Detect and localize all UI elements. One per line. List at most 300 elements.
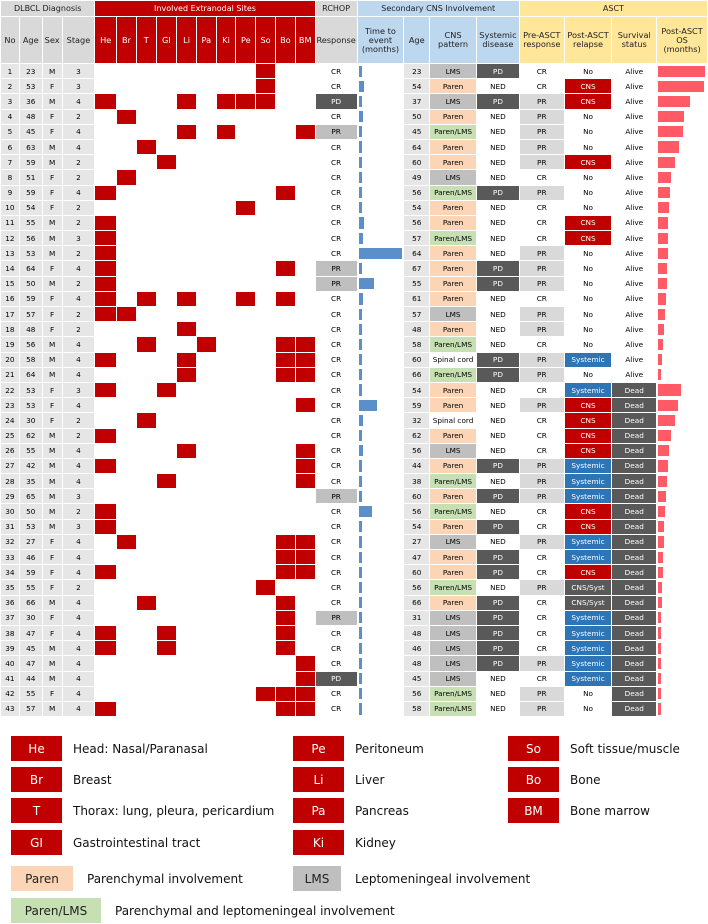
- site-cell-gi: [156, 276, 177, 291]
- cell-post: No: [564, 701, 612, 716]
- cell-response: CR: [315, 458, 357, 473]
- os-bar: [658, 66, 705, 77]
- site-cell-bo: [275, 398, 295, 413]
- os-bar: [658, 172, 671, 183]
- cell-systemic: PD: [477, 610, 520, 625]
- site-cell-li: [177, 261, 197, 276]
- site-cell-gi: [156, 595, 177, 610]
- site-cell-bo: [275, 139, 295, 154]
- site-cell-gi: [156, 261, 177, 276]
- site-cell-he: [95, 261, 117, 276]
- site-cell-t: [136, 307, 156, 322]
- cell-systemic: NED: [477, 443, 520, 458]
- cell-os: [657, 322, 708, 337]
- cell-tte: [357, 185, 404, 200]
- os-bar: [658, 415, 675, 426]
- table-row: [1, 701, 708, 716]
- cell-age: 53: [19, 382, 42, 397]
- site-cell-bo: [275, 641, 295, 656]
- os-bar: [658, 703, 661, 714]
- cell-sex: F: [42, 580, 62, 595]
- cell-age: 66: [19, 595, 42, 610]
- site-cell-li: [177, 291, 197, 306]
- cell-pattern: Paren: [430, 79, 477, 94]
- site-cell-gi: [156, 413, 177, 428]
- site-cell-pe: [236, 322, 256, 337]
- cell-no: 12: [1, 231, 20, 246]
- site-cell-ki: [216, 458, 236, 473]
- table-row: [1, 367, 708, 382]
- legend-item-paren-lms: [11, 898, 395, 923]
- cell-sex: M: [42, 139, 62, 154]
- site-cell-pa: [196, 382, 216, 397]
- table-row: [1, 139, 708, 154]
- cell-no: 13: [1, 246, 20, 261]
- cell-pattern: LMS: [430, 671, 477, 686]
- legend-item-so: [508, 736, 680, 761]
- cell-os: [657, 595, 708, 610]
- cell-pattern: LMS: [430, 170, 477, 185]
- tte-bar: [359, 643, 362, 654]
- site-cell-t: [136, 550, 156, 565]
- site-cell-gi: [156, 671, 177, 686]
- site-cell-pa: [196, 428, 216, 443]
- col-os: Post-ASCT OS (months): [657, 17, 708, 64]
- site-cell-bm: [295, 276, 315, 291]
- cell-age: 35: [19, 474, 42, 489]
- cell-systemic: PD: [477, 261, 520, 276]
- cell-pattern: Paren: [430, 139, 477, 154]
- table-row: [1, 79, 708, 94]
- cell-os: [657, 124, 708, 139]
- site-cell-br: [117, 94, 137, 109]
- site-cell-gi: [156, 701, 177, 716]
- table-row: [1, 261, 708, 276]
- site-cell-li: [177, 625, 197, 640]
- cell-os: [657, 656, 708, 671]
- site-cell-t: [136, 352, 156, 367]
- table-row: [1, 610, 708, 625]
- cell-no: 28: [1, 474, 20, 489]
- cell-survival: Dead: [612, 625, 657, 640]
- site-cell-ki: [216, 474, 236, 489]
- site-cell-he: [95, 701, 117, 716]
- cell-pre: CR: [519, 550, 564, 565]
- cell-pattern: Paren: [430, 595, 477, 610]
- site-cell-pe: [236, 595, 256, 610]
- legend-item-pe: [293, 736, 424, 761]
- site-cell-bo: [275, 428, 295, 443]
- site-cell-t: [136, 671, 156, 686]
- site-cell-ki: [216, 382, 236, 397]
- cell-response: PR: [315, 261, 357, 276]
- site-cell-pe: [236, 641, 256, 656]
- site-cell-bo: [275, 185, 295, 200]
- os-bar: [658, 400, 678, 411]
- cell-pre: PR: [519, 155, 564, 170]
- site-cell-bo: [275, 565, 295, 580]
- cell-response: CR: [315, 322, 357, 337]
- cell-systemic: NED: [477, 686, 520, 701]
- cell-systemic: NED: [477, 124, 520, 139]
- site-cell-ki: [216, 94, 236, 109]
- cell-pre: CR: [519, 504, 564, 519]
- cell-sex: M: [42, 337, 62, 352]
- cell-pre: PR: [519, 139, 564, 154]
- os-bar: [658, 460, 667, 471]
- site-cell-ki: [216, 656, 236, 671]
- cell-stage: 3: [62, 519, 95, 534]
- cell-stage: 4: [62, 534, 95, 549]
- site-cell-pe: [236, 398, 256, 413]
- table-row: [1, 398, 708, 413]
- cell-post: No: [564, 170, 612, 185]
- os-bar: [658, 506, 665, 517]
- site-cell-gi: [156, 307, 177, 322]
- cell-age: 64: [19, 261, 42, 276]
- cell-sex: M: [42, 276, 62, 291]
- cell-stage: 2: [62, 200, 95, 215]
- legend-label-lms: Leptomeningeal involvement: [355, 871, 531, 886]
- site-cell-pa: [196, 580, 216, 595]
- cell-tte: [357, 291, 404, 306]
- cell-pattern: LMS: [430, 641, 477, 656]
- cell-systemic: PD: [477, 64, 520, 79]
- site-cell-ki: [216, 519, 236, 534]
- site-cell-li: [177, 701, 197, 716]
- site-cell-t: [136, 519, 156, 534]
- cell-stage: 4: [62, 139, 95, 154]
- site-cell-li: [177, 550, 197, 565]
- table-row: [1, 656, 708, 671]
- cell-post: Systemic: [564, 671, 612, 686]
- os-bar: [658, 339, 663, 350]
- site-cell-bm: [295, 337, 315, 352]
- cell-systemic: NED: [477, 155, 520, 170]
- site-cell-bo: [275, 489, 295, 504]
- cell-age: 30: [19, 610, 42, 625]
- site-cell-bm: [295, 185, 315, 200]
- cell-post: CNS: [564, 565, 612, 580]
- site-cell-pa: [196, 246, 216, 261]
- site-cell-he: [95, 550, 117, 565]
- site-cell-br: [117, 367, 137, 382]
- tte-bar: [359, 217, 365, 228]
- site-cell-li: [177, 79, 197, 94]
- site-cell-so: [256, 79, 276, 94]
- cell-sex: M: [42, 246, 62, 261]
- cell-os: [657, 170, 708, 185]
- site-cell-bm: [295, 413, 315, 428]
- site-cell-li: [177, 565, 197, 580]
- site-cell-bo: [275, 94, 295, 109]
- site-cell-so: [256, 534, 276, 549]
- cell-age: 59: [19, 185, 42, 200]
- col-no: No: [1, 17, 20, 64]
- site-cell-t: [136, 231, 156, 246]
- cell-os: [657, 139, 708, 154]
- site-cell-br: [117, 595, 137, 610]
- site-cell-he: [95, 413, 117, 428]
- cell-no: 42: [1, 686, 20, 701]
- cell-pre: PR: [519, 109, 564, 124]
- site-cell-he: [95, 625, 117, 640]
- cell-survival: Alive: [612, 367, 657, 382]
- cell-post: CNS: [564, 519, 612, 534]
- site-cell-he: [95, 170, 117, 185]
- site-cell-t: [136, 413, 156, 428]
- site-cell-li: [177, 185, 197, 200]
- cell-stage: 2: [62, 109, 95, 124]
- site-cell-br: [117, 291, 137, 306]
- cell-age: 48: [19, 322, 42, 337]
- tte-bar: [359, 612, 362, 623]
- cell-cns-age: 44: [404, 458, 430, 473]
- site-cell-ki: [216, 398, 236, 413]
- cell-pattern: Paren/LMS: [430, 231, 477, 246]
- site-cell-li: [177, 489, 197, 504]
- site-cell-bo: [275, 200, 295, 215]
- cell-survival: Dead: [612, 686, 657, 701]
- cell-survival: Dead: [612, 382, 657, 397]
- cell-post: No: [564, 322, 612, 337]
- site-cell-br: [117, 550, 137, 565]
- cell-systemic: PD: [477, 641, 520, 656]
- legend-label-so: Soft tissue/muscle: [570, 741, 680, 756]
- site-cell-so: [256, 641, 276, 656]
- cell-response: CR: [315, 504, 357, 519]
- tte-bar: [359, 157, 362, 168]
- tte-bar: [359, 582, 362, 593]
- cell-cns-age: 23: [404, 64, 430, 79]
- legend-label-t: Thorax: lung, pleura, pericardium: [73, 803, 275, 818]
- os-bar: [658, 126, 682, 137]
- cell-post: No: [564, 124, 612, 139]
- site-cell-so: [256, 231, 276, 246]
- cell-pre: CR: [519, 610, 564, 625]
- cell-pattern: LMS: [430, 610, 477, 625]
- cell-pre: PR: [519, 124, 564, 139]
- cell-cns-age: 48: [404, 656, 430, 671]
- site-cell-ki: [216, 701, 236, 716]
- cell-pre: CR: [519, 595, 564, 610]
- tte-bar: [359, 233, 363, 244]
- site-cell-gi: [156, 398, 177, 413]
- table-row: [1, 337, 708, 352]
- cell-survival: Dead: [612, 474, 657, 489]
- site-cell-bm: [295, 489, 315, 504]
- table-row: [1, 246, 708, 261]
- site-cell-pe: [236, 458, 256, 473]
- site-cell-so: [256, 580, 276, 595]
- cell-tte: [357, 382, 404, 397]
- cell-stage: 4: [62, 261, 95, 276]
- site-cell-bm: [295, 595, 315, 610]
- site-cell-he: [95, 200, 117, 215]
- site-cell-pe: [236, 155, 256, 170]
- col-site-bo: Bo: [275, 17, 295, 64]
- table-row: [1, 550, 708, 565]
- cell-tte: [357, 215, 404, 230]
- cell-no: 17: [1, 307, 20, 322]
- cell-pattern: Paren/LMS: [430, 504, 477, 519]
- site-cell-so: [256, 200, 276, 215]
- cell-pattern: Paren: [430, 458, 477, 473]
- cell-response: CR: [315, 398, 357, 413]
- site-cell-br: [117, 155, 137, 170]
- cell-sex: M: [42, 64, 62, 79]
- cell-systemic: NED: [477, 382, 520, 397]
- cell-age: 56: [19, 337, 42, 352]
- cell-stage: 2: [62, 580, 95, 595]
- cell-tte: [357, 261, 404, 276]
- site-cell-so: [256, 307, 276, 322]
- cell-systemic: NED: [477, 701, 520, 716]
- site-cell-t: [136, 94, 156, 109]
- cell-cns-age: 67: [404, 261, 430, 276]
- site-cell-gi: [156, 109, 177, 124]
- cell-sex: M: [42, 155, 62, 170]
- site-cell-t: [136, 580, 156, 595]
- site-cell-so: [256, 489, 276, 504]
- cell-systemic: PD: [477, 352, 520, 367]
- tte-bar: [359, 491, 362, 502]
- cell-cns-age: 54: [404, 79, 430, 94]
- tte-bar: [359, 172, 362, 183]
- site-cell-t: [136, 595, 156, 610]
- cell-no: 40: [1, 656, 20, 671]
- table-row: [1, 124, 708, 139]
- site-cell-bo: [275, 261, 295, 276]
- site-cell-so: [256, 413, 276, 428]
- table-row: [1, 291, 708, 306]
- cell-post: CNS: [564, 231, 612, 246]
- cell-cns-age: 57: [404, 307, 430, 322]
- site-cell-so: [256, 170, 276, 185]
- os-bar: [658, 552, 663, 563]
- tte-bar: [359, 339, 362, 350]
- cell-survival: Alive: [612, 261, 657, 276]
- site-cell-he: [95, 656, 117, 671]
- cell-pre: PR: [519, 367, 564, 382]
- site-cell-bo: [275, 307, 295, 322]
- cell-cns-age: 56: [404, 185, 430, 200]
- table-row: [1, 519, 708, 534]
- site-cell-li: [177, 337, 197, 352]
- os-bar: [658, 141, 679, 152]
- site-cell-li: [177, 139, 197, 154]
- legend-code-paren-lms: Paren/LMS: [11, 898, 101, 923]
- cell-pattern: LMS: [430, 625, 477, 640]
- cell-response: CR: [315, 443, 357, 458]
- cell-stage: 2: [62, 155, 95, 170]
- col-site-gi: GI: [156, 17, 177, 64]
- site-cell-bo: [275, 413, 295, 428]
- site-cell-so: [256, 261, 276, 276]
- group-cns: Secondary CNS Involvement: [357, 1, 519, 17]
- site-cell-pa: [196, 155, 216, 170]
- cell-systemic: NED: [477, 337, 520, 352]
- col-site-so: So: [256, 17, 276, 64]
- cell-pattern: LMS: [430, 656, 477, 671]
- tte-bar: [359, 552, 362, 563]
- legend-code-he: He: [11, 736, 62, 761]
- cell-cns-age: 58: [404, 337, 430, 352]
- cell-os: [657, 625, 708, 640]
- site-cell-br: [117, 580, 137, 595]
- site-cell-li: [177, 474, 197, 489]
- site-cell-gi: [156, 170, 177, 185]
- cell-stage: 4: [62, 124, 95, 139]
- cell-sex: M: [42, 641, 62, 656]
- cell-systemic: NED: [477, 109, 520, 124]
- cell-os: [657, 109, 708, 124]
- cell-tte: [357, 458, 404, 473]
- cell-cns-age: 60: [404, 565, 430, 580]
- cell-os: [657, 64, 708, 79]
- site-cell-pe: [236, 656, 256, 671]
- cell-systemic: PD: [477, 656, 520, 671]
- site-cell-gi: [156, 610, 177, 625]
- site-cell-he: [95, 109, 117, 124]
- site-cell-ki: [216, 139, 236, 154]
- table-body: [1, 64, 708, 717]
- site-cell-pe: [236, 337, 256, 352]
- cell-response: CR: [315, 656, 357, 671]
- table-row: [1, 580, 708, 595]
- cell-age: 45: [19, 124, 42, 139]
- site-cell-so: [256, 246, 276, 261]
- site-cell-pe: [236, 671, 256, 686]
- site-cell-li: [177, 246, 197, 261]
- site-cell-bo: [275, 625, 295, 640]
- cell-pre: CR: [519, 565, 564, 580]
- cell-sex: M: [42, 428, 62, 443]
- tte-bar: [359, 476, 362, 487]
- cell-survival: Alive: [612, 109, 657, 124]
- os-bar: [658, 202, 669, 213]
- site-cell-bo: [275, 610, 295, 625]
- cell-survival: Alive: [612, 231, 657, 246]
- legend-code-bm: BM: [508, 798, 559, 823]
- site-cell-li: [177, 458, 197, 473]
- site-cell-so: [256, 64, 276, 79]
- os-bar: [658, 643, 661, 654]
- table-row: [1, 94, 708, 109]
- cell-os: [657, 185, 708, 200]
- cell-post: CNS: [564, 79, 612, 94]
- site-cell-bo: [275, 155, 295, 170]
- tte-bar: [359, 248, 402, 259]
- cell-pattern: Spinal cord: [430, 352, 477, 367]
- tte-bar: [359, 567, 362, 578]
- cell-pattern: Paren: [430, 215, 477, 230]
- cell-survival: Dead: [612, 656, 657, 671]
- cell-tte: [357, 489, 404, 504]
- cell-os: [657, 641, 708, 656]
- cell-systemic: NED: [477, 231, 520, 246]
- site-cell-pe: [236, 291, 256, 306]
- cell-survival: Dead: [612, 565, 657, 580]
- legend-item-paren: [11, 866, 243, 891]
- cell-post: CNS/Syst: [564, 580, 612, 595]
- cell-pre: PR: [519, 246, 564, 261]
- cell-os: [657, 671, 708, 686]
- cell-no: 35: [1, 580, 20, 595]
- site-cell-so: [256, 428, 276, 443]
- tte-bar: [359, 688, 362, 699]
- site-cell-gi: [156, 443, 177, 458]
